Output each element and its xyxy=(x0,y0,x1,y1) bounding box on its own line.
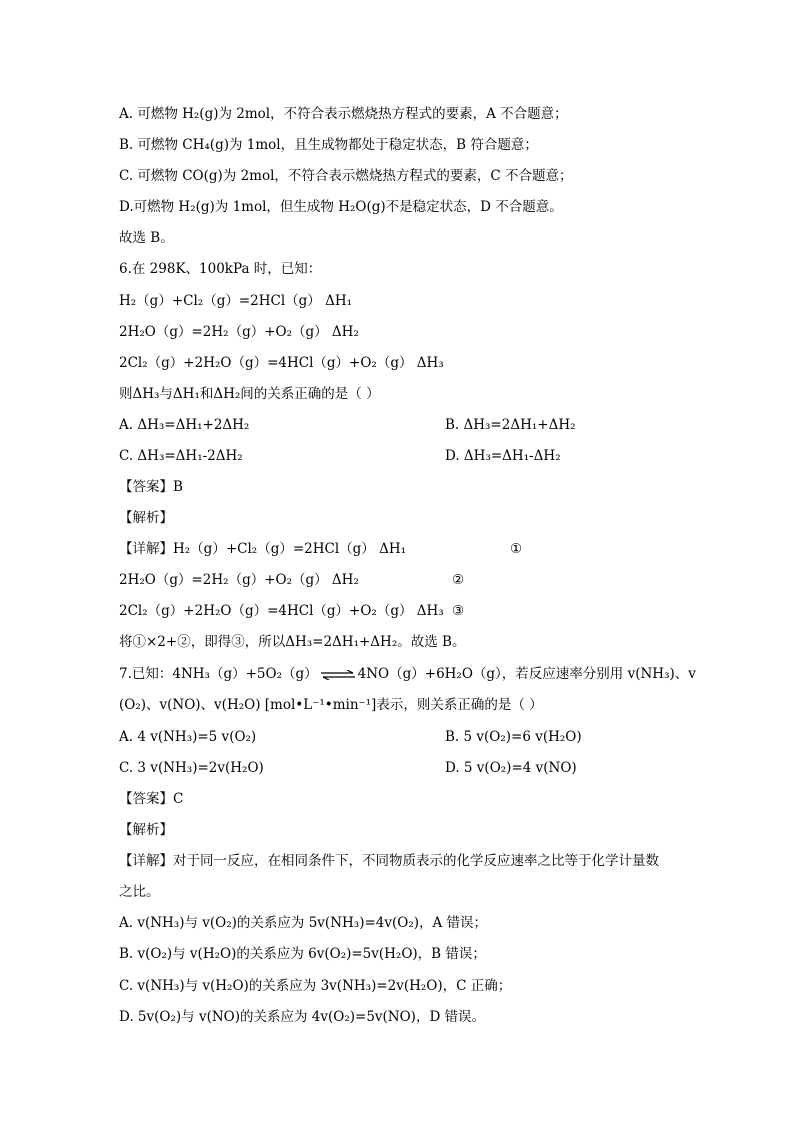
q6-option-d: D. ΔH₃=ΔH₁-ΔH₂ xyxy=(445,448,561,464)
q6-answer: 【答案】B xyxy=(119,479,183,495)
q6-analysis-label: 【解析】 xyxy=(119,510,173,526)
q5-analysis-b: B. 可燃物 CH₄(g)为 1mol，且生成物都处于稳定状态，B 符合题意； xyxy=(119,137,538,153)
q7-stem-line-2: (O₂)、v(NO)、v(H₂O) [mol•L⁻¹•min⁻¹]表示，则关系正确的是（ ） xyxy=(119,697,543,713)
q7-stem-line-1 xyxy=(119,665,696,683)
q7-answer: 【答案】C xyxy=(119,791,184,807)
q6-option-c: C. ΔH₃=ΔH₁-2ΔH₂ xyxy=(119,448,243,464)
q7-option-d: D. 5 v(O₂)=4 v(NO) xyxy=(445,760,577,776)
q7-option-b: B. 5 v(O₂)=6 v(H₂O) xyxy=(445,729,582,745)
q7-stem-left: 7.已知：4NH₃（g）+5O₂（g） xyxy=(119,666,318,682)
q6-equation-3: 2Cl₂（g）+2H₂O（g）=4HCl（g）+O₂（g） ΔH₃ xyxy=(119,355,444,371)
q7-stem-right: 4NO（g）+6H₂O（g），若反应速率分别用 v(NH₃)、v xyxy=(357,666,696,682)
q6-conclusion: 将①×2+②，即得③，所以ΔH₃=2ΔH₁+ΔH₂。故选 B。 xyxy=(119,634,466,650)
q6-mark-3: ③ xyxy=(452,603,465,619)
q6-detail-equation-1: 【详解】H₂（g）+Cl₂（g）=2HCl（g） ΔH₁ xyxy=(119,541,407,557)
q5-analysis-a: A. 可燃物 H₂(g)为 2mol，不符合表示燃烧热方程式的要素，A 不合题意； xyxy=(119,106,568,122)
q6-stem: 6.在 298K、100kPa 时，已知： xyxy=(119,261,322,277)
q6-option-b: B. ΔH₃=2ΔH₁+ΔH₂ xyxy=(445,417,576,433)
q7-detail-line-1: 【详解】对于同一反应，在相同条件下，不同物质表示的化学反应速率之比等于化学计量数 xyxy=(119,853,659,869)
q7-option-a: A. 4 v(NH₃)=5 v(O₂) xyxy=(119,729,257,745)
q6-question: 则ΔH₃与ΔH₁和ΔH₂间的关系正确的是（ ） xyxy=(119,386,380,402)
q7-explain-b: B. v(O₂)与 v(H₂O)的关系应为 6v(O₂)=5v(H₂O)，B 错误； xyxy=(119,946,486,962)
q7-explain-d: D. 5v(O₂)与 v(NO)的关系应为 4v(O₂)=5v(NO)，D 错误。 xyxy=(119,1009,486,1025)
q6-equation-2: 2H₂O（g）=2H₂（g）+O₂（g） ΔH₂ xyxy=(119,324,359,340)
q6-mark-1: ① xyxy=(510,541,523,557)
q5-analysis-d: D.可燃物 H₂(g)为 1mol，但生成物 H₂O(g)不是稳定状态，D 不合题意。 xyxy=(119,199,563,215)
q5-analysis-c: C. 可燃物 CO(g)为 2mol，不符合表示燃烧热方程式的要素，C 不合题意； xyxy=(119,168,573,184)
q7-analysis-label: 【解析】 xyxy=(119,822,173,838)
q5-conclusion: 故选 B。 xyxy=(119,230,174,246)
q7-explain-a: A. v(NH₃)与 v(O₂)的关系应为 5v(NH₃)=4v(O₂)，A 错误； xyxy=(119,915,488,931)
q6-option-a: A. ΔH₃=ΔH₁+2ΔH₂ xyxy=(119,417,250,433)
q6-detail-equation-2: 2H₂O（g）=2H₂（g）+O₂（g） ΔH₂ xyxy=(119,572,359,588)
q6-mark-2: ② xyxy=(452,572,465,588)
q7-explain-c: C. v(NH₃)与 v(H₂O)的关系应为 3v(NH₃)=2v(H₂O)，C 正确； xyxy=(119,978,512,994)
q6-equation-1: H₂（g）+Cl₂（g）=2HCl（g） ΔH₁ xyxy=(119,293,353,309)
equilibrium-arrow-icon xyxy=(320,670,356,680)
q7-detail-line-2: 之比。 xyxy=(119,884,160,900)
q7-option-c: C. 3 v(NH₃)=2v(H₂O) xyxy=(119,760,264,776)
q6-detail-equation-3: 2Cl₂（g）+2H₂O（g）=4HCl（g）+O₂（g） ΔH₃ xyxy=(119,603,444,619)
